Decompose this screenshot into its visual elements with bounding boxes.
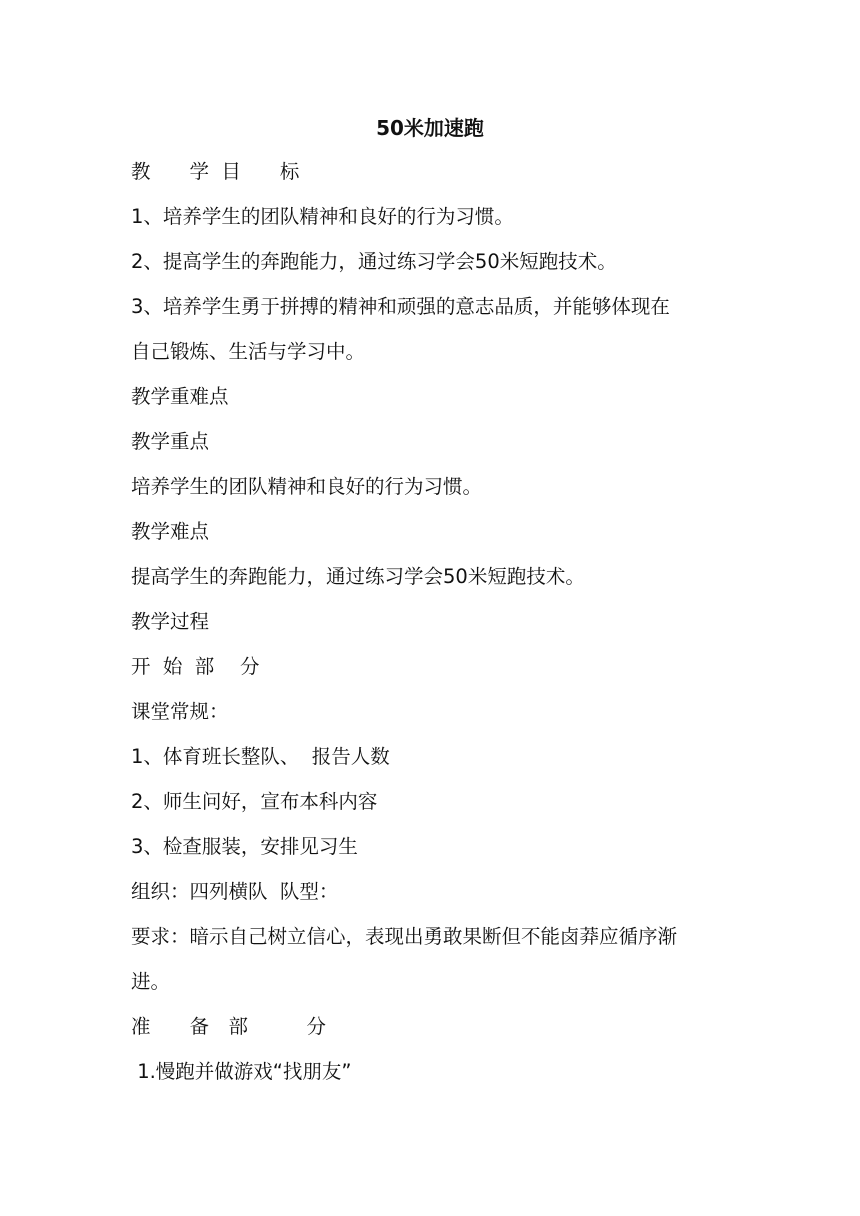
heading-opening-part: 开 始 部 分 <box>131 655 260 678</box>
heading-teaching-process: 教学过程 <box>131 610 210 633</box>
routine-item-2: 2、师生问好，宣布本科内容 <box>131 790 378 813</box>
document-title: 50米加速跑 <box>376 116 484 140</box>
objective-1: 1、培养学生的团队精神和良好的行为习惯。 <box>131 205 514 228</box>
heading-key-point: 教学重点 <box>131 430 210 453</box>
key-point-text: 培养学生的团队精神和良好的行为习惯。 <box>131 475 483 498</box>
heading-difficult-point: 教学难点 <box>131 520 210 543</box>
heading-key-difficult-points: 教学重难点 <box>131 385 229 408</box>
requirement-line-1: 要求：暗示自己树立信心，表现出勇敢果断但不能卤莽应循序渐 <box>131 925 678 948</box>
classroom-routine-label: 课堂常规： <box>131 700 229 723</box>
objective-3-line-2: 自己锻炼、生活与学习中。 <box>131 340 366 363</box>
objective-3-line-1: 3、培养学生勇于拼搏的精神和顽强的意志品质，并能够体现在 <box>131 295 670 318</box>
heading-preparation-part: 准 备 部 分 <box>131 1015 327 1038</box>
routine-item-1: 1、体育班长整队、 报告人数 <box>131 745 390 768</box>
routine-item-3: 3、检查服装，安排见习生 <box>131 835 358 858</box>
difficult-point-text: 提高学生的奔跑能力，通过练习学会50米短跑技术。 <box>131 565 585 588</box>
preparation-item-1: 1.慢跑并做游戏“找朋友” <box>131 1060 352 1083</box>
heading-teaching-objectives: 教 学 目 标 <box>131 160 300 183</box>
organization-text: 组织：四列横队 队型： <box>131 880 339 903</box>
objective-2: 2、提高学生的奔跑能力，通过练习学会50米短跑技术。 <box>131 250 617 273</box>
requirement-line-2: 进。 <box>131 970 171 993</box>
